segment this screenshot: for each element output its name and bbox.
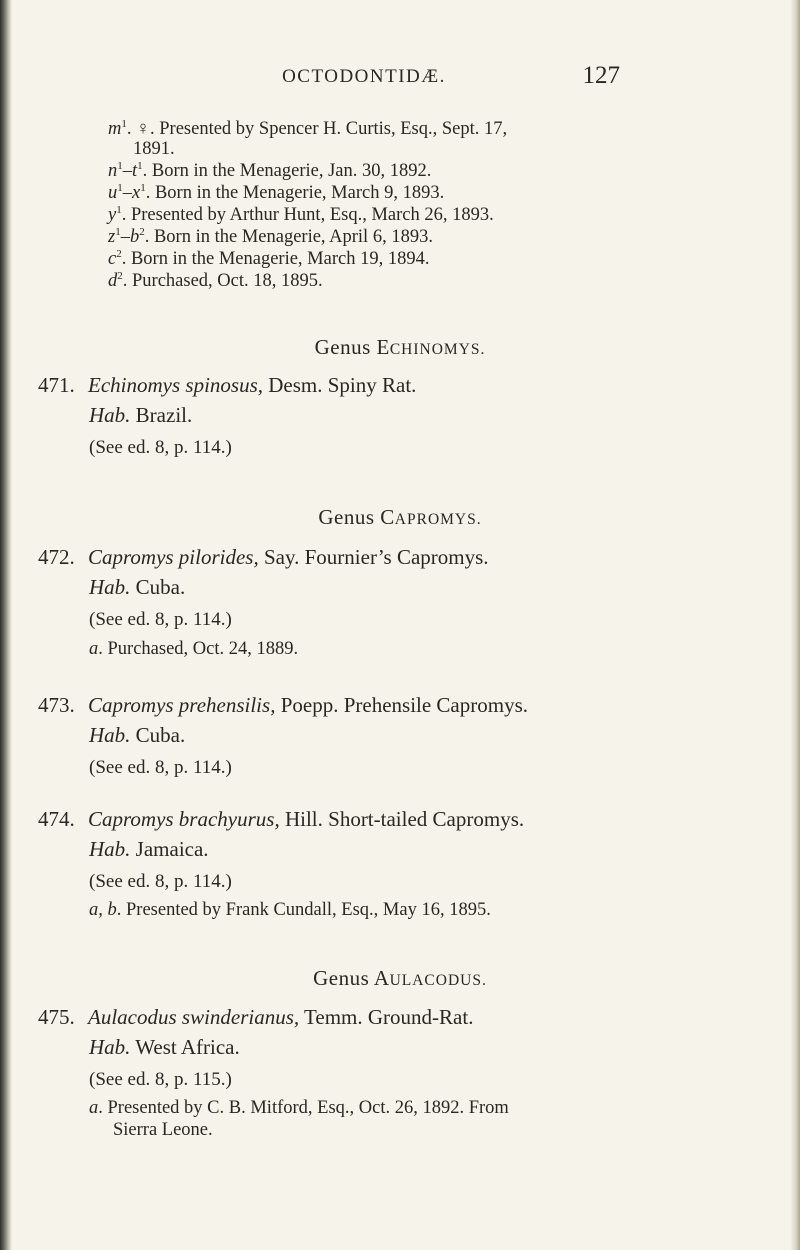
species-entry-473: 473. Capromys prehensilis, Poepp. Prehensile Capromys. bbox=[38, 693, 529, 717]
specimen-line: a. Purchased, Oct. 24, 1889. bbox=[89, 639, 299, 659]
specimen-entry: $z^1-b^2$. Born in the Menagerie, April 6, 1893. bbox=[108, 225, 433, 247]
reference-line: (See ed. 8, p. 114.) bbox=[89, 871, 232, 892]
running-title: OCTODONTIDÆ. bbox=[282, 66, 446, 87]
species-entry-474: 474. Capromys brachyurus, Hill. Short-tailed Capromys. bbox=[38, 807, 525, 831]
specimen-entry: $n^1-t^1$. Born in the Menagerie, Jan. 30, 1892. bbox=[108, 159, 432, 181]
page-right-edge bbox=[790, 0, 800, 1250]
reference-line: (See ed. 8, p. 115.) bbox=[89, 1069, 232, 1090]
habitat-line: Hab. Cuba. bbox=[89, 575, 186, 599]
reference-line: (See ed. 8, p. 114.) bbox=[89, 609, 232, 630]
specimen-entry-cont: 1891. bbox=[133, 139, 175, 159]
specimen-line-cont: Sierra Leone. bbox=[113, 1120, 213, 1140]
species-entry-472: 472. Capromys pilorides, Say. Fournier’s Capromys. bbox=[38, 545, 489, 569]
species-entry-471: 471. Echinomys spinosus, Desm. Spiny Rat. bbox=[38, 373, 417, 397]
reference-line: (See ed. 8, p. 114.) bbox=[89, 757, 232, 778]
habitat-line: Hab. Cuba. bbox=[89, 723, 186, 747]
habitat-line: Hab. Jamaica. bbox=[89, 837, 209, 861]
specimen-entry: $y^1$. Presented by Arthur Hunt, Esq., March 26, 1893. bbox=[108, 203, 494, 225]
habitat-line: Hab. West Africa. bbox=[89, 1035, 240, 1059]
genus-heading: Genus AULACODUS. bbox=[313, 966, 487, 990]
genus-heading: Genus ECHINOMYS. bbox=[314, 335, 486, 359]
species-entry-475: 475. Aulacodus swinderianus, Temm. Ground-Rat. bbox=[38, 1005, 474, 1029]
specimen-entry: $d^2$. Purchased, Oct. 18, 1895. bbox=[108, 269, 323, 291]
page-left-edge bbox=[0, 0, 12, 1250]
specimen-entry: $m^1$. ♀. Presented by Spencer H. Curtis, Esq., Sept. 17, bbox=[108, 117, 508, 139]
reference-line: (See ed. 8, p. 114.) bbox=[89, 437, 232, 458]
genus-heading: Genus CAPROMYS. bbox=[318, 505, 482, 529]
page-header bbox=[108, 62, 620, 96]
specimen-line: a, b. Presented by Frank Cundall, Esq., May 16, 1895. bbox=[89, 900, 491, 920]
page-number: 127 bbox=[582, 62, 620, 89]
habitat-line: Hab. Brazil. bbox=[89, 403, 193, 427]
specimen-entry: $c^2$. Born in the Menagerie, March 19, 1894. bbox=[108, 247, 430, 269]
specimen-entry: $u^1-x^1$. Born in the Menagerie, March 9, 1893. bbox=[108, 181, 445, 203]
specimen-line: a. Presented by C. B. Mitford, Esq., Oct. 26, 1892. From bbox=[89, 1098, 509, 1118]
